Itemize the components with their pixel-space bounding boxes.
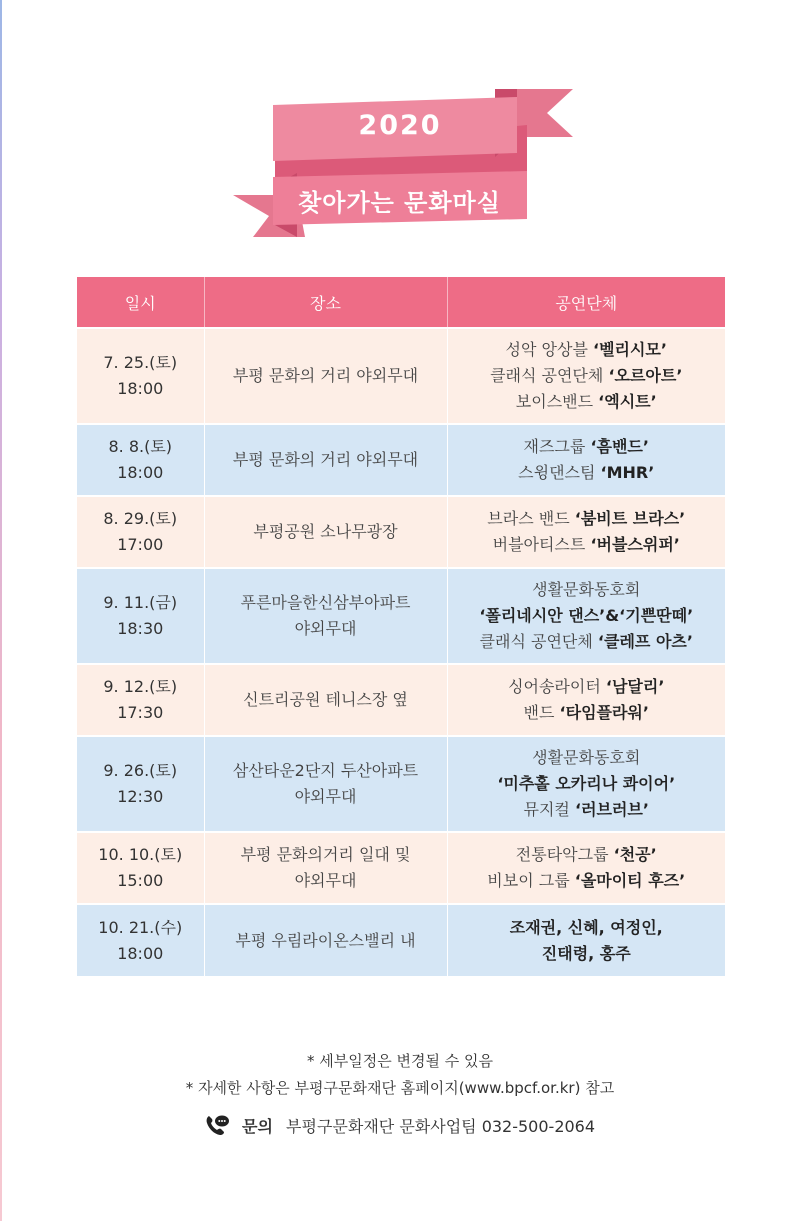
performer-name: ‘엑시트’ (598, 392, 657, 411)
notes (0, 1048, 800, 1102)
date-cell (77, 736, 204, 832)
table-row (77, 568, 725, 664)
time-text: 15:00 (117, 871, 164, 890)
performer-type: 성악 앙상블 (505, 340, 593, 359)
contact-label: 문의 (242, 1117, 273, 1136)
performers-cell (447, 568, 725, 664)
date-text: 10. 10.(토) (98, 845, 183, 864)
venue-cell (204, 568, 447, 664)
performer-line (452, 629, 722, 655)
performer-line (452, 700, 722, 726)
performer-name: ‘MHR’ (600, 463, 655, 482)
performer-name: ‘오르아트’ (608, 366, 683, 385)
performer-line (452, 797, 722, 823)
performers-cell (447, 424, 725, 496)
performer-line (452, 603, 722, 629)
performer-type: 밴드 (523, 703, 560, 722)
performers-cell (447, 904, 725, 976)
phone-chat-icon (205, 1113, 231, 1141)
time-text: 17:30 (117, 703, 164, 722)
time-text: 18:00 (117, 379, 164, 398)
note-line: * 자세한 사항은 부평구문화재단 홈페이지(www.bpcf.or.kr) 참고 (185, 1079, 615, 1097)
performer-type: 버블아티스트 (492, 535, 591, 554)
venue-cell (204, 832, 447, 904)
performers-cell (447, 496, 725, 568)
date-cell (77, 496, 204, 568)
performer-type: 브라스 밴드 (487, 509, 575, 528)
venue-text: 부평 우림라이온스밸리 내 (235, 930, 416, 950)
performer-name: 진태령, 홍주 (541, 943, 631, 963)
date-text: 9. 11.(금) (103, 593, 178, 612)
performer-line (452, 915, 722, 941)
venue-text: 야외무대 (294, 871, 357, 890)
date-text: 9. 12.(토) (103, 677, 178, 696)
performer-type: 클래식 공연단체 (490, 366, 609, 385)
venue-text: 야외무대 (294, 619, 357, 638)
venue-text: 부평 문화의 거리 야외무대 (232, 366, 419, 385)
header-datetime: 일시 (77, 277, 204, 328)
performer-name: ‘폴리네시안 댄스’&‘기쁜딴떼’ (479, 606, 694, 625)
date-text: 10. 21.(수) (98, 917, 183, 937)
date-cell (77, 664, 204, 736)
performer-type: 생활문화동호회 (532, 748, 641, 767)
venue-cell (204, 328, 447, 424)
performer-line (452, 745, 722, 771)
contact-line (0, 1113, 800, 1141)
performer-line (452, 941, 722, 967)
venue-cell (204, 664, 447, 736)
performer-name: ‘벨리시모’ (592, 340, 667, 359)
date-cell (77, 424, 204, 496)
venue-cell (204, 424, 447, 496)
ribbon-banner (225, 85, 580, 245)
time-text: 17:00 (117, 535, 164, 554)
performer-name: ‘천공’ (613, 845, 657, 864)
venue-cell (204, 496, 447, 568)
performer-type: 보이스밴드 (515, 392, 599, 411)
performer-name: ‘버블스위퍼’ (590, 535, 680, 554)
time-text: 18:30 (117, 619, 164, 638)
banner-year: 2020 (358, 110, 442, 141)
time-text: 18:00 (117, 943, 164, 963)
performer-line (452, 434, 722, 460)
performer-name: ‘미추홀 오카리나 콰이어’ (497, 774, 676, 793)
performer-name: 조재권, 신혜, 여정인, (509, 917, 663, 937)
performer-type: 뮤지컬 (523, 800, 575, 819)
contact-text: 부평구문화재단 문화사업팀 032-500-2064 (286, 1117, 596, 1136)
date-cell (77, 904, 204, 976)
edge-color-strip (0, 0, 2, 1221)
performer-name: ‘올마이티 후즈’ (574, 871, 686, 890)
table-row (77, 424, 725, 496)
performers-cell (447, 736, 725, 832)
venue-text: 푸른마을한신삼부아파트 (240, 593, 411, 612)
performer-line (452, 389, 722, 415)
performer-line (452, 363, 722, 389)
performer-type: 스윙댄스팀 (518, 463, 601, 482)
performers-cell (447, 328, 725, 424)
performers-cell (447, 664, 725, 736)
performer-type: 재즈그룹 (523, 437, 591, 456)
performer-type: 생활문화동호회 (532, 580, 641, 599)
table-row (77, 664, 725, 736)
performer-type: 싱어송라이터 (508, 677, 606, 696)
date-text: 8. 29.(토) (103, 509, 178, 528)
venue-text: 부평 문화의 거리 야외무대 (232, 450, 419, 469)
note-line: * 세부일정은 변경될 수 있음 (307, 1052, 493, 1070)
performer-line (452, 460, 722, 486)
performer-line (452, 842, 722, 868)
table-row (77, 736, 725, 832)
header-venue: 장소 (204, 277, 447, 328)
venue-text: 부평 문화의거리 일대 및 (240, 845, 411, 864)
table-header-row (77, 277, 725, 328)
table-row (77, 832, 725, 904)
performer-name: ‘타임플라워’ (559, 703, 649, 722)
performers-cell (447, 832, 725, 904)
schedule-table (77, 277, 725, 976)
performer-line (452, 577, 722, 603)
table-row (77, 496, 725, 568)
time-text: 18:00 (117, 463, 164, 482)
performer-type: 전통타악그룹 (515, 845, 614, 864)
performer-name: ‘흠밴드’ (590, 437, 649, 456)
date-text: 7. 25.(토) (103, 353, 178, 372)
performer-line (452, 506, 722, 532)
performer-type: 비보이 그룹 (487, 871, 575, 890)
performer-name: ‘붐비트 브라스’ (574, 509, 686, 528)
performer-type: 클래식 공연단체 (479, 632, 598, 651)
performer-line (452, 868, 722, 894)
table-row (77, 904, 725, 976)
venue-cell (204, 904, 447, 976)
time-text: 12:30 (117, 787, 164, 806)
date-text: 9. 26.(토) (103, 761, 178, 780)
date-cell (77, 568, 204, 664)
performer-line (452, 674, 722, 700)
banner-title: 찾아가는 문화마실 (298, 189, 501, 217)
performer-name: ‘남달리’ (605, 677, 665, 696)
table-row (77, 328, 725, 424)
header-performers: 공연단체 (447, 277, 725, 328)
venue-cell (204, 736, 447, 832)
venue-text: 부평공원 소나무광장 (253, 522, 398, 541)
performer-line (452, 771, 722, 797)
venue-text: 삼산타운2단지 두산아파트 (232, 761, 419, 780)
date-cell (77, 832, 204, 904)
venue-text: 야외무대 (294, 787, 357, 806)
date-text: 8. 8.(토) (108, 437, 173, 456)
performer-name: ‘클레프 아츠’ (597, 632, 693, 651)
performer-line (452, 532, 722, 558)
performer-line (452, 337, 722, 363)
venue-text: 신트리공원 테니스장 옆 (243, 690, 408, 709)
performer-name: ‘러브러브’ (574, 800, 649, 819)
date-cell (77, 328, 204, 424)
